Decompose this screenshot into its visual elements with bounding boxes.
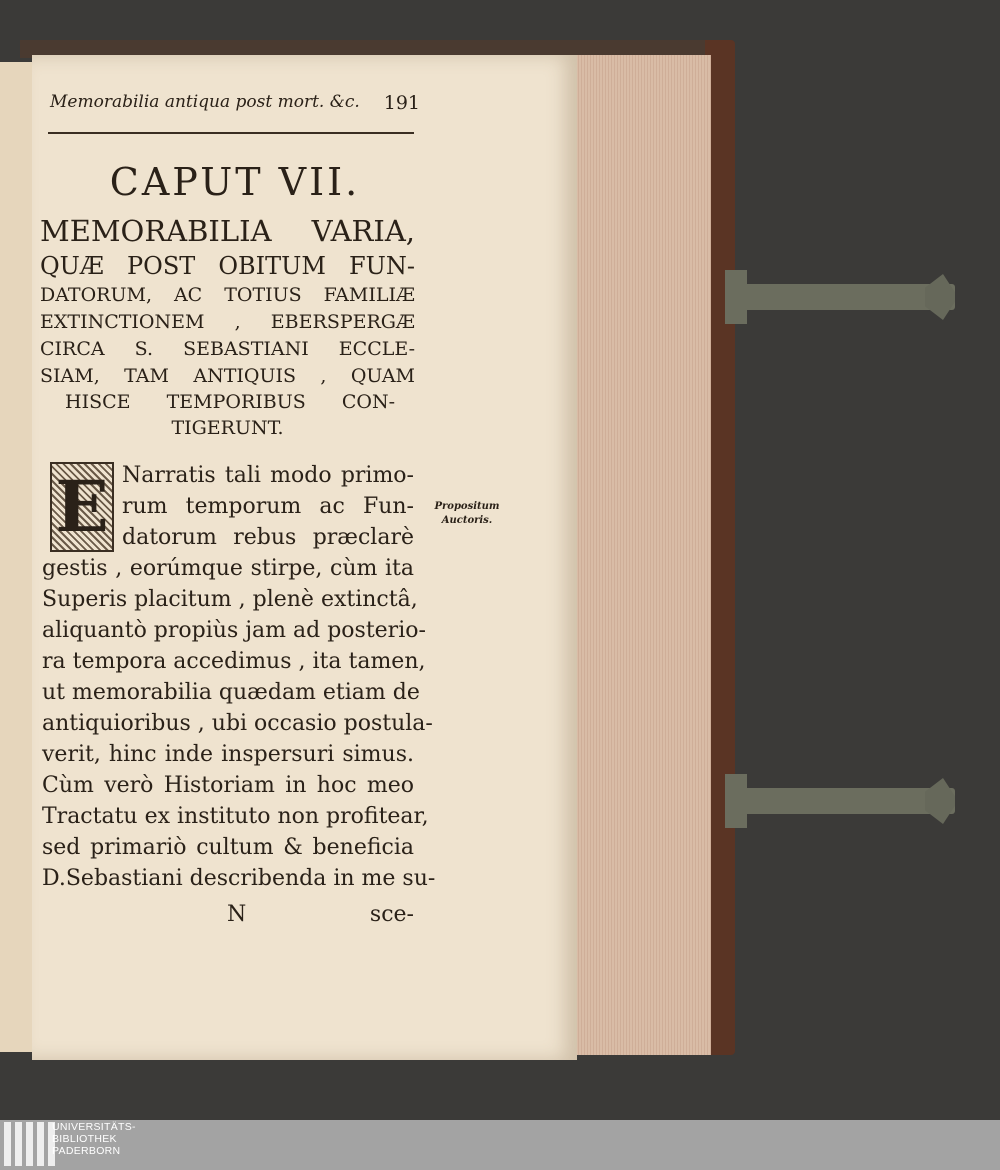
- page-edges: [573, 55, 711, 1055]
- running-head-title: Memorabilia antiqua post mort. &c.: [50, 92, 360, 112]
- body-line: Tractatu ex instituto non profitear,: [42, 804, 429, 829]
- page-number: 191: [383, 92, 420, 114]
- running-head: [50, 92, 420, 114]
- body-line: datorum rebus præclarè: [122, 525, 414, 550]
- chapter-heading: CAPUT VII.: [109, 160, 361, 204]
- body-line: Superis placitum , plenè extinctâ,: [42, 587, 418, 612]
- body-line: aliquantò propiùs jam ad posterio-: [42, 618, 426, 643]
- title-line: QUÆ POST OBITUM FUN-: [40, 252, 415, 280]
- body-line: sed primariò cultum & beneficia: [42, 835, 414, 860]
- logo-line: PADERBORN: [52, 1145, 121, 1157]
- title-line: SIAM, TAM ANTIQUIS , QUAM: [40, 365, 415, 387]
- title-line: DATORUM, AC TOTIUS FAMILIÆ: [40, 284, 415, 306]
- logo-line: UNIVERSITÄTS-: [52, 1121, 136, 1133]
- body-line: antiquioribus , ubi occasio postula-: [42, 711, 433, 736]
- title-line: HISCE TEMPORIBUS CON-: [65, 391, 395, 413]
- catchword: sce-: [369, 902, 414, 927]
- library-logo-text: [52, 1121, 136, 1157]
- book-clasp-lower: [725, 788, 955, 814]
- logo-line: BIBLIOTHEK: [52, 1133, 117, 1145]
- marginal-note-line: Auctoris.: [441, 515, 493, 526]
- title-line: CIRCA S. SEBASTIANI ECCLE-: [40, 338, 415, 360]
- decorated-drop-cap: E: [50, 462, 114, 552]
- book-clasp-upper: [725, 284, 955, 310]
- body-line: Cùm verò Historiam in hoc meo: [42, 773, 414, 798]
- body-line: gestis , eorúmque stirpe, cùm ita: [42, 556, 414, 581]
- library-logo-icon: [4, 1122, 55, 1166]
- body-line: ra tempora accedimus , ita tamen,: [42, 649, 426, 674]
- signature-mark: N: [227, 902, 247, 927]
- body-line: rum temporum ac Fun-: [122, 494, 414, 519]
- body-line: verit, hinc inde inspersuri simus.: [42, 742, 414, 767]
- body-line: ut memorabilia quædam etiam de: [42, 680, 420, 705]
- body-line: D.Sebastiani describenda in me su-: [42, 866, 436, 891]
- title-line: TIGERUNT.: [171, 417, 284, 439]
- header-rule: [48, 132, 414, 134]
- facing-page-fragment: [0, 62, 36, 1052]
- title-line: MEMORABILIA VARIA,: [40, 214, 415, 248]
- library-footer-bar: [0, 1120, 1000, 1170]
- marginal-note: [422, 500, 512, 528]
- body-line: Narratis tali modo primo-: [122, 463, 414, 488]
- marginal-note-line: Propositum: [434, 501, 500, 512]
- title-line: EXTINCTIONEM , EBERSPERGÆ: [40, 311, 415, 333]
